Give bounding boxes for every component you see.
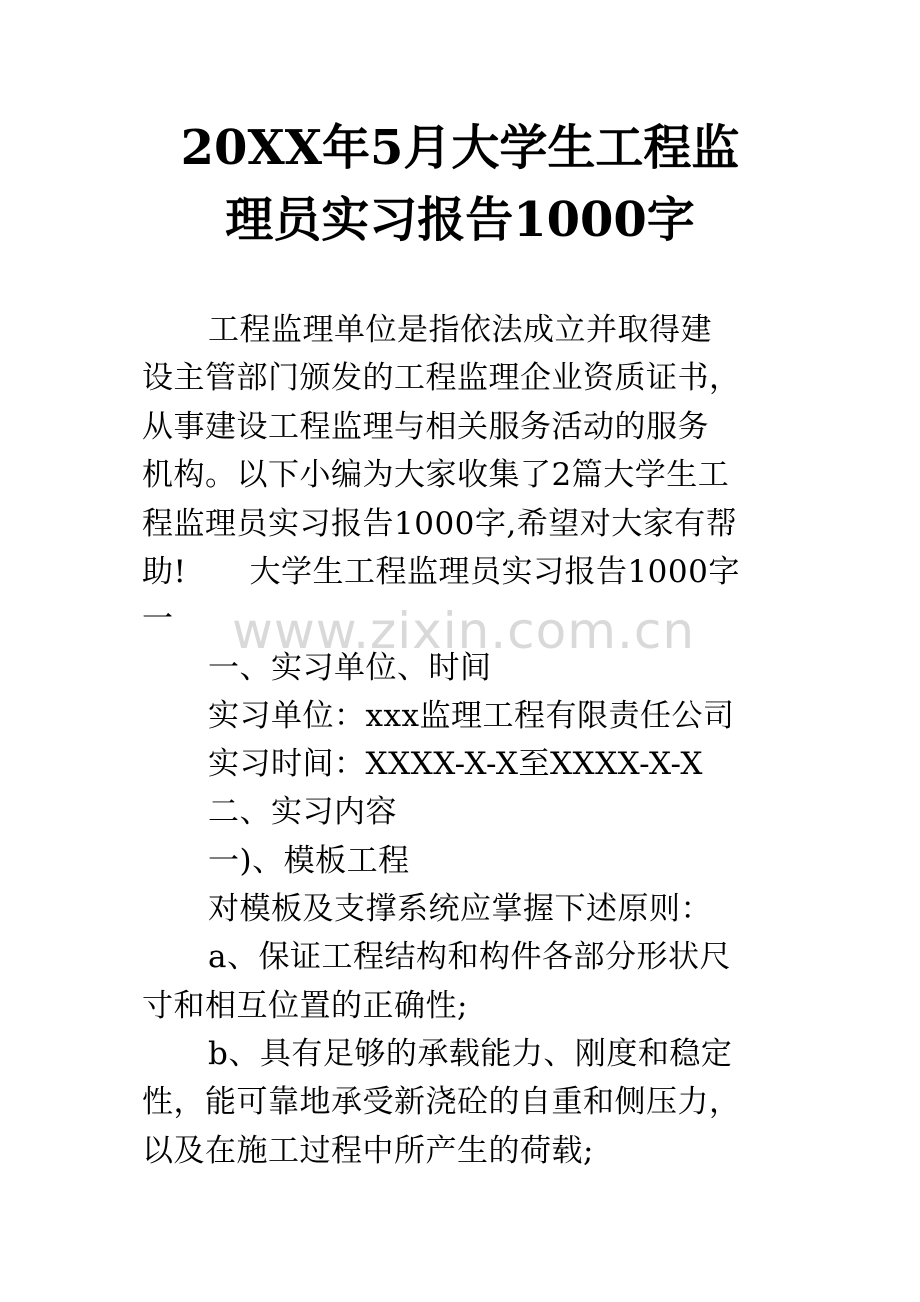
section-heading-1: 一、实习单位、时间 [208, 650, 492, 686]
principle-b-line-1: b、具有足够的承载能力、刚度和稳定 [208, 1036, 733, 1072]
body-line-5: 程监理员实习报告1000字,希望对大家有帮 [142, 506, 738, 542]
section-heading-2: 二、实习内容 [208, 794, 397, 830]
body-line-4: 机构。以下小编为大家收集了2篇大学生工 [142, 457, 730, 493]
principle-a-line-2: 寸和相互位置的正确性; [142, 988, 468, 1024]
subsection-heading: 一)、模板工程 [208, 843, 410, 879]
body-line-6: 助! 大学生工程监理员实习报告1000字 [142, 554, 740, 590]
document-title-line-1: 20XX年5月大学生工程监 [180, 120, 740, 176]
internship-time: 实习时间：XXXX-X-X至XXXX-X-X [208, 746, 703, 782]
document-title-line-2: 理员实习报告1000字 [225, 192, 695, 248]
principle-intro: 对模板及支撑系统应掌握下述原则： [208, 891, 712, 927]
body-line-2: 设主管部门颁发的工程监理企业资质证书， [142, 360, 741, 396]
principle-a-line-1: a、保证工程结构和构件各部分形状尺 [208, 939, 731, 975]
body-line-1: 工程监理单位是指依法成立并取得建 [208, 312, 712, 348]
internship-unit: 实习单位：xxx监理工程有限责任公司 [208, 698, 735, 734]
body-line-7: 一 [142, 601, 174, 637]
principle-b-line-3: 以及在施工过程中所产生的荷载; [142, 1133, 594, 1169]
body-line-3: 从事建设工程监理与相关服务活动的服务 [142, 409, 709, 445]
principle-b-line-2: 性，能可靠地承受新浇砼的自重和侧压力， [142, 1084, 741, 1120]
watermark: www.zixin.com.cn [232, 602, 696, 660]
